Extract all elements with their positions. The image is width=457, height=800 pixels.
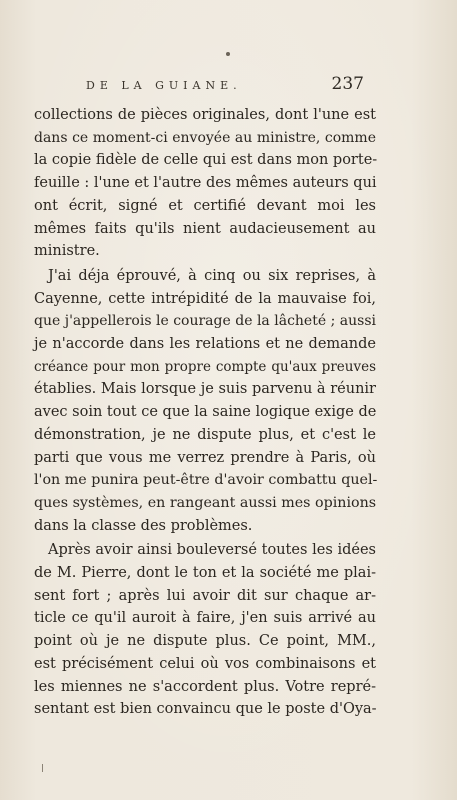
paragraph-first-line: Après avoir ainsi bouleversé toutes les idées xyxy=(48,542,376,559)
text-line: point où je ne dispute plus. Ce point, MM., xyxy=(34,633,376,650)
running-head xyxy=(86,74,376,98)
text-line: de M. Pierre, dont le ton et la société me plai- xyxy=(34,565,376,582)
text-line: je n'accorde dans les relations et ne demande xyxy=(34,336,376,353)
text-line: dans la classe des problèmes. xyxy=(34,517,253,534)
text-line: ont écrit, signé et certifié devant moi les xyxy=(34,197,376,214)
text-line: feuille : l'une et l'autre des mêmes auteurs qui xyxy=(34,175,377,192)
print-dot-mark xyxy=(226,52,230,56)
text-line: ministre. xyxy=(34,243,100,260)
text-line: est précisément celui où vos combinaisons et xyxy=(34,655,376,672)
text-line: la copie fidèle de celle qui est dans mon porte- xyxy=(34,152,378,169)
body-text xyxy=(34,104,376,721)
text-line: collections de pièces originales, dont l'une est xyxy=(34,107,376,123)
text-line: Cayenne, cette intrépidité de la mauvaise foi, xyxy=(34,290,376,307)
text-line: sent fort ; après lui avoir dit sur chaque ar- xyxy=(34,587,376,604)
text-line: mêmes faits qu'ils nient audacieusement au xyxy=(34,220,376,237)
text-line: créance pour mon propre compte qu'aux preuves xyxy=(34,358,376,375)
text-line: parti que vous me verrez prendre à Paris, où xyxy=(34,449,376,466)
text-line: que j'appellerois le courage de la lâcheté ; aussi xyxy=(34,313,376,330)
text-line: ques systèmes, en rangeant aussi mes opinions xyxy=(34,494,377,511)
text-line: sentant est bien convaincu que le poste d'Oya- xyxy=(34,701,377,718)
text-line: ticle ce qu'il auroit à faire, j'en suis arrivé au xyxy=(34,610,376,627)
text-line: démonstration, je ne dispute plus, et c'est le xyxy=(34,426,376,443)
text-line: dans ce moment-ci envoyée au ministre, comme xyxy=(34,129,376,146)
text-line: l'on me punira peut-être d'avoir combattu quel- xyxy=(34,472,378,489)
text-line: avec soin tout ce que la saine logique exige de xyxy=(34,404,377,421)
margin-mark xyxy=(42,764,43,772)
page-number: 237 xyxy=(331,74,364,94)
running-head-title: DE LA GUIANE. xyxy=(86,79,242,92)
text-line: établies. Mais lorsque je suis parvenu à réunir xyxy=(34,381,376,398)
text-line: les miennes ne s'accordent plus. Votre repré- xyxy=(34,678,376,695)
paragraph-first-line: J'ai déja éprouvé, à cinq ou six reprises, à xyxy=(48,267,376,284)
